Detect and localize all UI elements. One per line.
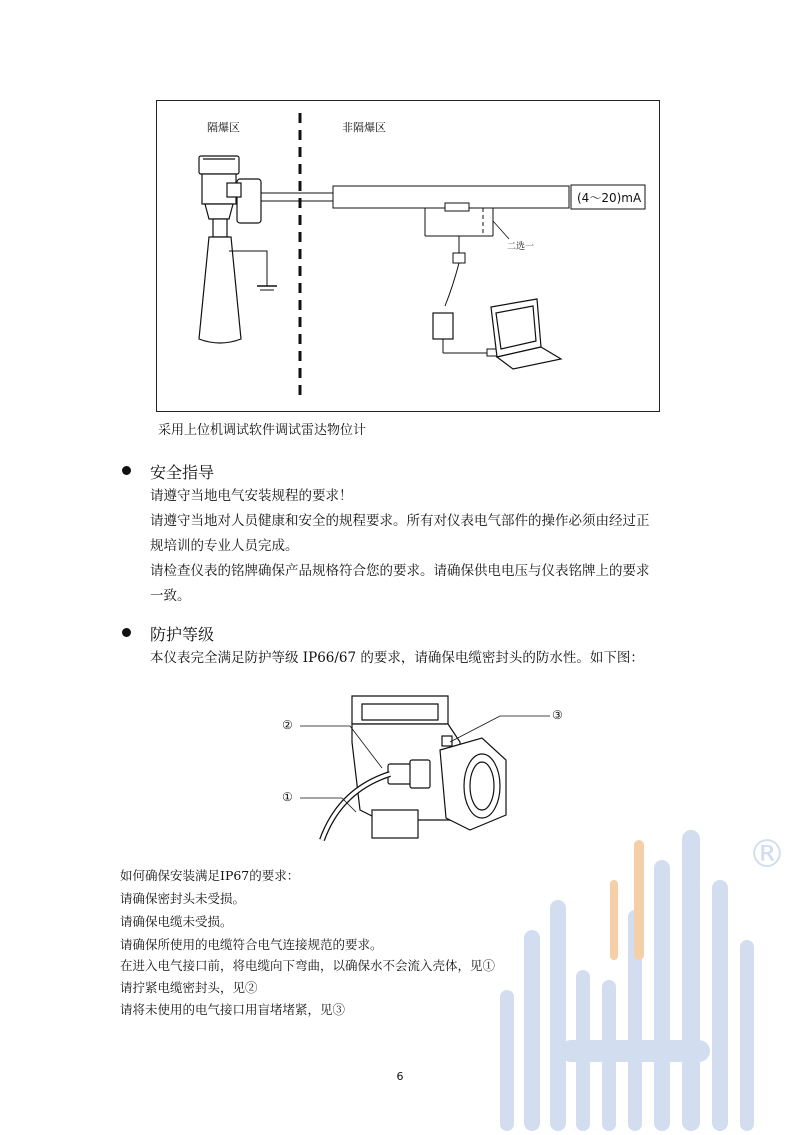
bullet-protection (122, 628, 131, 637)
connector-plug (453, 253, 465, 263)
usb-converter (433, 313, 453, 339)
safety-line: 请遵守当地对人员健康和安全的规程要求。所有对仪表电气部件的操作必须由经过正 (150, 513, 650, 529)
diagram-caption: 采用上位机调试软件调试雷达物位计 (158, 423, 367, 438)
ip67-line: 请拧紧电缆密封头，见② (120, 980, 258, 995)
safety-line: 请检查仪表的铭牌确保产品规格符合您的要求。请确保供电电压与仪表铭牌上的要求 (150, 563, 650, 579)
ip67-line: 在进入电气接口前，将电缆向下弯曲，以确保水不会流入壳体，见① (120, 958, 496, 973)
section-title-protection: 防护等级 (150, 625, 215, 644)
safety-line: 规培训的专业人员完成。 (150, 538, 299, 554)
safety-line: 一致。 (150, 588, 191, 604)
marker-2: ② (282, 718, 293, 732)
zone-right-label: 非隔爆区 (342, 121, 386, 134)
marker-3: ③ (552, 708, 563, 722)
registered-mark: ® (748, 832, 786, 876)
ip67-line: 请确保密封头未受损。 (120, 891, 246, 906)
ip67-line: 请确保电缆未受损。 (120, 914, 233, 929)
watermark-logo (490, 820, 800, 1131)
safety-paragraph (150, 484, 680, 609)
radar-instrument (199, 156, 261, 343)
marker-1: ① (282, 790, 293, 804)
safety-line: 请遵守当地电气安装规程的要求！ (150, 488, 353, 504)
current-label: (4～20)mA (577, 191, 642, 205)
protection-intro: 本仪表完全满足防护等级 IP66/67 的要求，请确保电缆密封头的防水性。如下图： (150, 650, 644, 666)
bullet-safety (122, 466, 131, 475)
laptop (491, 299, 561, 369)
choose-one-label: 二选一 (507, 242, 535, 252)
zone-left-label: 隔爆区 (207, 121, 240, 134)
cable-gland-illustration (270, 690, 570, 850)
wiring-diagram-svg (157, 101, 659, 411)
page-number: 6 (396, 1070, 404, 1083)
wiring-diagram (156, 100, 660, 412)
ip67-line: 请将未使用的电气接口用盲堵堵紧，见③ (120, 1002, 346, 1017)
section-title-safety: 安全指导 (150, 463, 215, 482)
ip67-line: 请确保所使用的电缆符合电气连接规范的要求。 (120, 937, 383, 952)
ip67-line: 如何确保安装满足IP67的要求： (120, 868, 300, 883)
